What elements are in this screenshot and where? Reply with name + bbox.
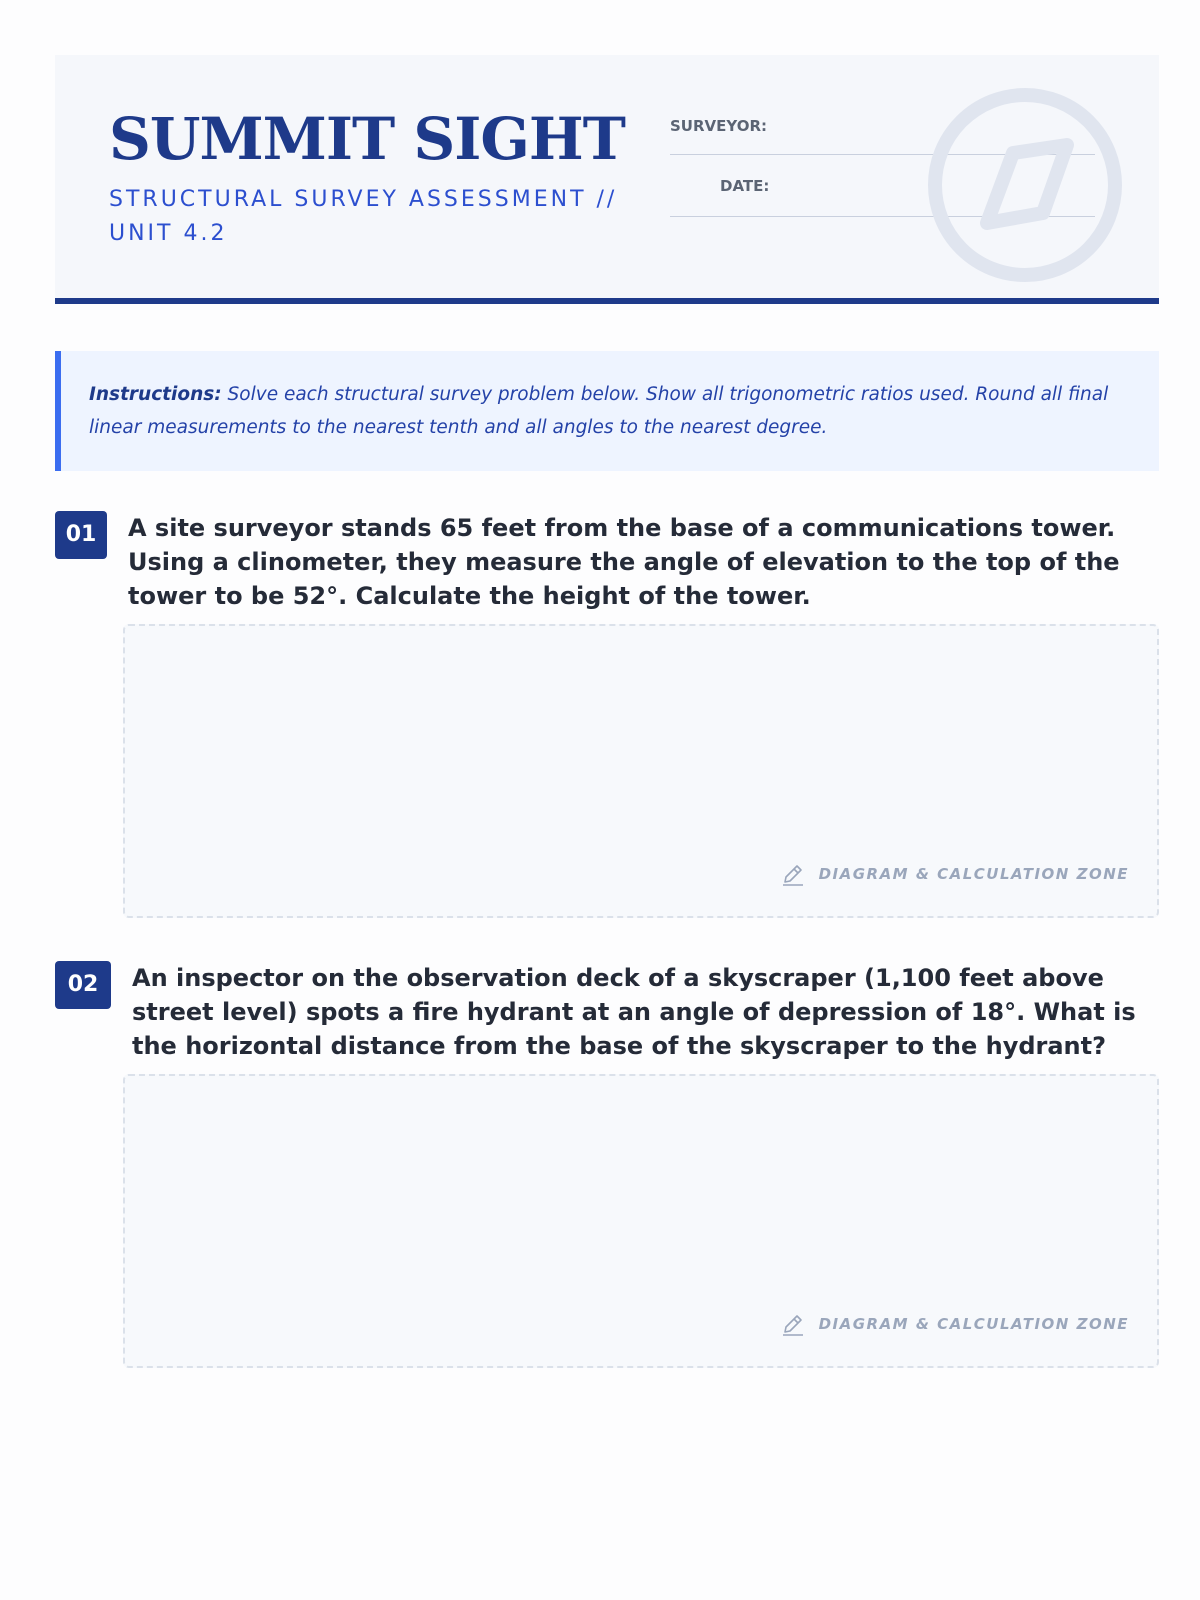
- page-title: SUMMIT SIGHT: [109, 105, 625, 173]
- instructions-label: Instructions:: [89, 384, 222, 405]
- calculation-zone[interactable]: [123, 1074, 1159, 1368]
- zone-tag: [781, 862, 1129, 886]
- compass-icon: [925, 85, 1125, 285]
- question-number: 02: [55, 961, 111, 1009]
- pencil-icon: [781, 862, 805, 886]
- instructions-text: Solve each structural survey problem below. Show all trigonometric ratios used. Round all final linear measurements to the nearest tenth and all angles to the nearest degree.: [89, 384, 1109, 438]
- zone-label: DIAGRAM & CALCULATION ZONE: [818, 865, 1129, 883]
- question-text: A site surveyor stands 65 feet from the base of a communications tower. Using a clinometer, they measure the angle of elevation to the top of the tower to be 52°. Calculate the height of the tower.: [128, 514, 1120, 610]
- instructions-box: [55, 351, 1159, 471]
- zone-label: DIAGRAM & CALCULATION ZONE: [818, 1315, 1129, 1333]
- date-label: DATE:: [720, 177, 770, 195]
- calculation-zone[interactable]: [123, 624, 1159, 918]
- question-number: 01: [55, 511, 107, 559]
- page-subtitle: STRUCTURAL SURVEY ASSESSMENT // UNIT 4.2: [109, 187, 618, 246]
- pencil-icon: [781, 1312, 805, 1336]
- question-text: An inspector on the observation deck of a skyscraper (1,100 feet above street level) spots a fire hydrant at an angle of depression of 18°. What is the horizontal distance from the base of the skyscraper to the hydrant?: [132, 964, 1136, 1060]
- worksheet-header: [55, 55, 1159, 304]
- zone-tag: [781, 1312, 1129, 1336]
- surveyor-label: SURVEYOR:: [670, 117, 768, 135]
